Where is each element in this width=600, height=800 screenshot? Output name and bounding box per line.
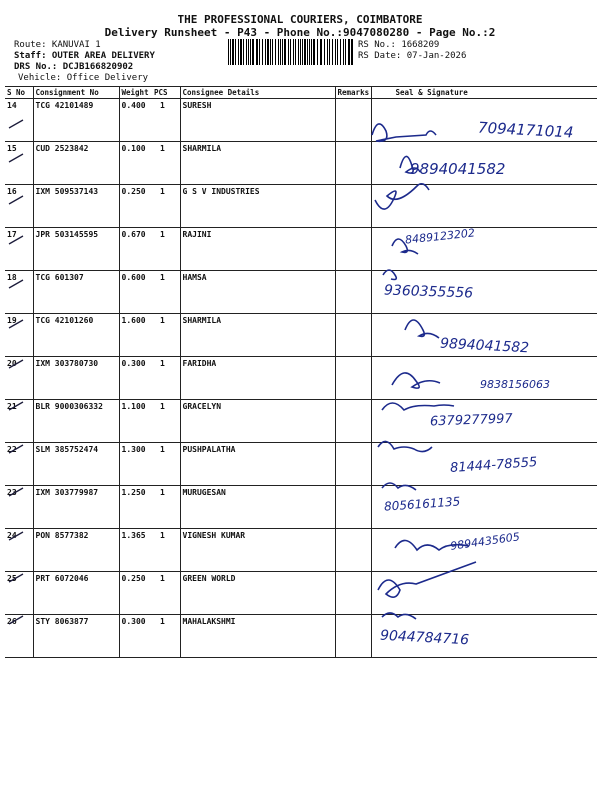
pcs-cell: 1 — [152, 529, 180, 572]
delivery-tick-mark — [9, 320, 23, 328]
consignee-cell: SHARMILA — [180, 142, 335, 185]
sno-cell: 24 — [5, 529, 33, 572]
delivery-tick-mark — [9, 488, 23, 496]
weight-cell: 0.100 — [119, 142, 152, 185]
weight-cell: 0.300 — [119, 357, 152, 400]
consignee-cell: SHARMILA — [180, 314, 335, 357]
signature-stroke — [375, 184, 429, 209]
delivery-tick-mark — [9, 616, 23, 624]
sno-cell: 17 — [5, 228, 33, 271]
consignment-cell: TCG 42101260 — [33, 314, 119, 357]
consignment-cell: BLR 9000306332 — [33, 400, 119, 443]
signature-stroke — [372, 124, 436, 141]
pcs-cell: 1 — [152, 486, 180, 529]
staff-label: Staff: OUTER AREA DELIVERY — [14, 51, 155, 61]
consignee-cell: G S V INDUSTRIES — [180, 185, 335, 228]
sno-cell: 19 — [5, 314, 33, 357]
consignment-cell: PON 8577382 — [33, 529, 119, 572]
handwritten-phone: 9044784716 — [379, 627, 470, 649]
delivery-tick-mark — [9, 574, 23, 582]
signature-stroke — [392, 239, 418, 254]
consignment-cell: STY 8063877 — [33, 615, 119, 658]
signature-stroke — [395, 540, 469, 550]
pcs-cell: 1 — [152, 271, 180, 314]
pcs-cell: 1 — [152, 357, 180, 400]
handwritten-phone: 9894435605 — [449, 530, 521, 553]
consignment-cell: TCG 42101489 — [33, 99, 119, 142]
sno-cell: 22 — [5, 443, 33, 486]
sno-cell: 23 — [5, 486, 33, 529]
pcs-cell: 1 — [152, 443, 180, 486]
handwritten-phone: 81444-78555 — [449, 454, 538, 477]
delivery-tick-mark — [9, 196, 23, 204]
handwritten-phone: 8056161135 — [383, 494, 461, 514]
handwritten-phone: 8489123202 — [404, 226, 476, 247]
delivery-tick-mark — [9, 445, 23, 453]
consignment-cell: SLM 385752474 — [33, 443, 119, 486]
rs-date: RS Date: 07-Jan-2026 — [358, 51, 467, 61]
consignment-cell: IXM 303779987 — [33, 486, 119, 529]
column-header-weight: Weight — [119, 87, 152, 99]
consignment-cell: JPR 503145595 — [33, 228, 119, 271]
company-name: THE PROFESSIONAL COURIERS, COIMBATORE — [177, 13, 423, 26]
consignee-cell: PUSHPALATHA — [180, 443, 335, 486]
sno-cell: 14 — [5, 99, 33, 142]
handwritten-phone: 9838156063 — [480, 378, 550, 391]
delivery-tick-mark — [9, 402, 23, 410]
consignee-cell: GREEN WORLD — [180, 572, 335, 615]
weight-cell: 0.300 — [119, 615, 152, 658]
column-header-remarks: Remarks — [335, 87, 371, 99]
delivery-tick-mark — [9, 120, 23, 128]
handwritten-phone: 6379277997 — [429, 411, 513, 430]
signature-stroke — [382, 613, 416, 619]
weight-cell: 1.600 — [119, 314, 152, 357]
signature-stroke — [405, 320, 439, 338]
consignee-cell: MURUGESAN — [180, 486, 335, 529]
sno-cell: 15 — [5, 142, 33, 185]
pcs-cell: 1 — [152, 572, 180, 615]
handwritten-phone: 9894041582 — [410, 160, 506, 178]
route-label: Route: KANUVAI 1 — [14, 40, 101, 50]
weight-cell: 0.600 — [119, 271, 152, 314]
sno-cell: 20 — [5, 357, 33, 400]
rs-number: RS No.: 1668209 — [358, 40, 440, 50]
column-header-sno: S No — [5, 87, 33, 99]
drs-number: DRS No.: DCJB166820902 — [14, 62, 134, 72]
sno-cell: 26 — [5, 615, 33, 658]
signature-stroke — [383, 270, 396, 280]
consignee-cell: RAJINI — [180, 228, 335, 271]
consignee-cell: FARIDHA — [180, 357, 335, 400]
signature-stroke — [382, 483, 416, 490]
sno-cell: 25 — [5, 572, 33, 615]
pcs-cell: 1 — [152, 142, 180, 185]
sno-cell: 21 — [5, 400, 33, 443]
pcs-cell: 1 — [152, 228, 180, 271]
weight-cell: 0.400 — [119, 99, 152, 142]
vehicle-label: Vehicle: Office Delivery — [18, 73, 149, 83]
sno-cell: 16 — [5, 185, 33, 228]
delivery-tick-mark — [9, 236, 23, 244]
consignee-cell: MAHALAKSHMI — [180, 615, 335, 658]
consignment-cell: TCG 601307 — [33, 271, 119, 314]
handwritten-phone: 9894041582 — [439, 335, 530, 357]
column-header-consignment: Consignment No — [33, 87, 119, 99]
signature-stroke — [400, 156, 420, 173]
handwritten-phone: 9360355556 — [383, 282, 474, 302]
consignment-cell: PRT 6072046 — [33, 572, 119, 615]
runsheet-subtitle: Delivery Runsheet - P43 - Phone No.:9047080280 - Page No.:2 — [104, 26, 496, 39]
signature-stroke — [378, 441, 432, 451]
delivery-tick-mark — [9, 532, 23, 540]
weight-cell: 1.365 — [119, 529, 152, 572]
pcs-cell: 1 — [152, 314, 180, 357]
consignee-cell: SURESH — [180, 99, 335, 142]
consignee-cell: VIGNESH KUMAR — [180, 529, 335, 572]
delivery-tick-mark — [9, 154, 23, 162]
sno-cell: 18 — [5, 271, 33, 314]
signature-stroke — [392, 373, 440, 388]
signature-stroke — [378, 562, 476, 597]
column-header-consignee: Consignee Details — [180, 87, 335, 99]
weight-cell: 0.670 — [119, 228, 152, 271]
column-header-signature: Seal & Signature — [371, 87, 597, 99]
weight-cell: 1.300 — [119, 443, 152, 486]
pcs-cell: 1 — [152, 185, 180, 228]
weight-cell: 0.250 — [119, 185, 152, 228]
weight-cell: 1.250 — [119, 486, 152, 529]
consignment-cell: IXM 509537143 — [33, 185, 119, 228]
delivery-tick-mark — [9, 360, 23, 368]
consignment-cell: CUD 2523842 — [33, 142, 119, 185]
signature-stroke — [382, 403, 454, 410]
pcs-cell: 1 — [152, 99, 180, 142]
delivery-tick-mark — [9, 280, 23, 288]
column-header-pcs: PCS — [152, 87, 180, 99]
consignment-cell: IXM 303780730 — [33, 357, 119, 400]
consignee-cell: GRACELYN — [180, 400, 335, 443]
handwritten-phone: 7094171014 — [477, 118, 574, 142]
consignee-cell: HAMSA — [180, 271, 335, 314]
weight-cell: 1.100 — [119, 400, 152, 443]
pcs-cell: 1 — [152, 400, 180, 443]
pcs-cell: 1 — [152, 615, 180, 658]
weight-cell: 0.250 — [119, 572, 152, 615]
